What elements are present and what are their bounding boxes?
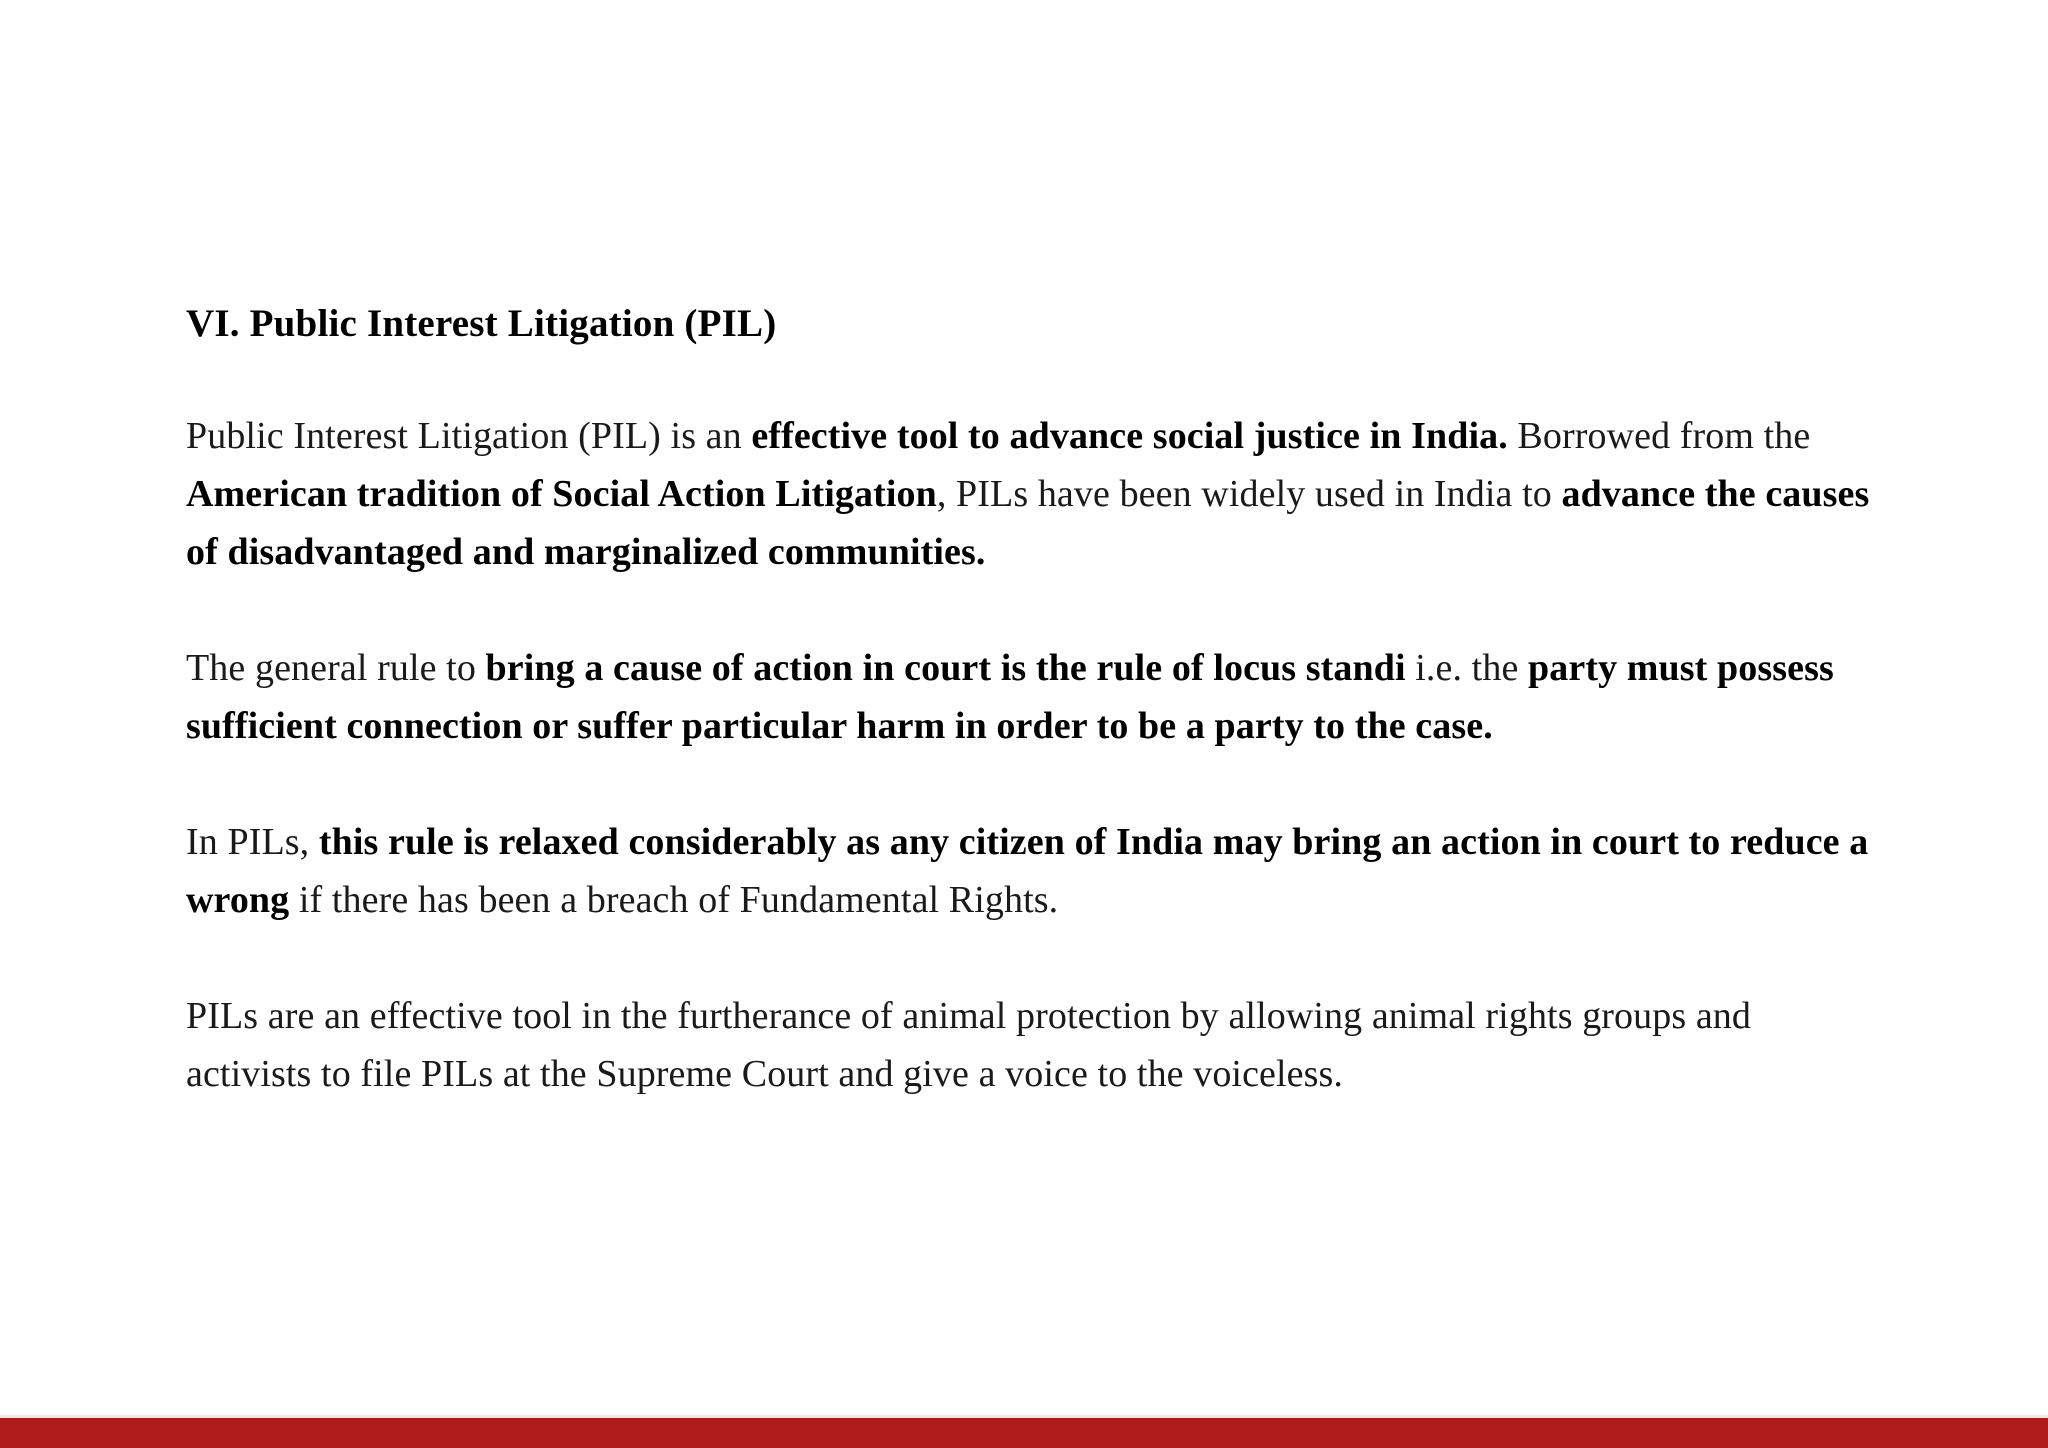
text-run-0: The general rule to	[186, 646, 486, 689]
text-run-3: American tradition of Social Action Litigation	[186, 472, 937, 515]
footer-accent-bar	[0, 1418, 2048, 1448]
text-run-2: i.e. the	[1405, 646, 1529, 689]
text-run-0: In PILs,	[186, 820, 319, 863]
text-run-3: party must possess sufficient connection or suffer particular harm in order to be a party to the case.	[186, 646, 1834, 747]
slide-content-body	[186, 300, 1876, 1103]
text-run-2: Borrowed from the	[1507, 414, 1811, 457]
text-run-2: if there has been a breach of Fundamental Rights.	[289, 878, 1059, 921]
paragraph-gap-2	[186, 755, 1876, 813]
text-run-1: this rule is relaxed considerably as any citizen of India may bring an action in court to reduce a wrong	[186, 820, 1869, 921]
text-run-0: PILs are an effective tool in the furtherance of animal protection by allowing animal rights groups and activists to file PILs at the Supreme Court and give a voice to the voiceless.	[186, 994, 1751, 1095]
paragraph-2	[186, 639, 1876, 755]
paragraph-gap-3	[186, 929, 1876, 987]
text-run-1: bring a cause of action in court is the rule of locus standi	[485, 646, 1406, 689]
paragraph-gap-1	[186, 581, 1876, 639]
text-run-1: effective tool to advance social justice in India.	[751, 414, 1508, 457]
heading-spacer	[186, 349, 1876, 407]
text-run-5: advance the causes of disadvantaged and marginalized communities.	[186, 472, 1870, 573]
page-title: VI. Public Interest Litigation (PIL)	[186, 302, 777, 345]
paragraph-1	[186, 407, 1876, 581]
text-run-0: Public Interest Litigation (PIL) is an	[186, 414, 752, 457]
text-run-4: , PILs have been widely used in India to	[936, 472, 1562, 515]
paragraph-3	[186, 813, 1876, 929]
paragraph-4	[186, 987, 1876, 1103]
